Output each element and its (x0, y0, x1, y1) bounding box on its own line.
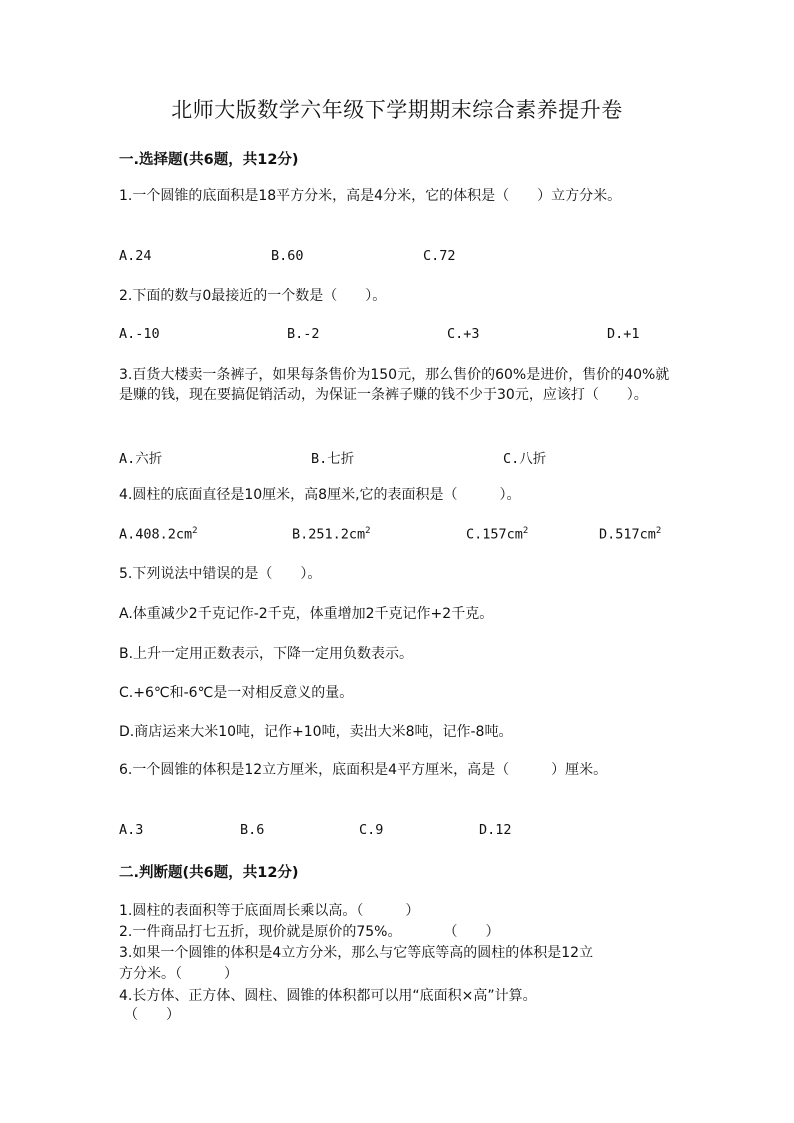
question-1: 1.一个圆锥的底面积是18平方分米，高是4分米，它的体积是（ ）立方分米。 (119, 188, 622, 204)
q5-statement-c: C.+6℃和-6℃是一对相反意义的量。 (119, 685, 354, 701)
question-2: 2.下面的数与0最接近的一个数是（ ）。 (119, 288, 387, 304)
judge-item-3-continued: 方分米。（ ） (119, 966, 238, 982)
q1-option-a: A.24 (119, 248, 152, 264)
q2-option-a: A.-10 (119, 326, 160, 342)
question-3: 3.百货大楼卖一条裤子，如果每条售价为150元，那么售价的60%是进价，售价的40%就是赚的钱，现在要搞促销活动，为保证一条裤子赚的钱不少于30元，应该打（ ）。 (119, 367, 670, 403)
q2-option-b: B.-2 (287, 326, 320, 342)
q1-option-c: C.72 (423, 248, 456, 264)
judge-item-4: 4.长方体、正方体、圆柱、圆锥的体积都可以用“底面积×高”计算。 (119, 988, 537, 1004)
q4-option-b: $B.251.2cm^2$ (292, 526, 371, 543)
q4-option-a: $A.408.2cm^2$ (119, 526, 198, 543)
judge-item-3: 3.如果一个圆锥的体积是4立方分米，那么与它等底等高的圆柱的体积是12立 (119, 945, 594, 961)
q5-statement-b: B.上升一定用正数表示，下降一定用负数表示。 (119, 646, 414, 662)
q3-option-c: C.八折 (503, 451, 547, 467)
page-title: 北师大版数学六年级下学期期末综合素养提升卷 (171, 98, 623, 122)
q5-statement-a: A.体重减少2千克记作-2千克，体重增加2千克记作+2千克。 (119, 606, 494, 622)
q6-option-b: B.6 (240, 822, 265, 838)
question-6: 6.一个圆锥的体积是12立方厘米，底面积是4平方厘米，高是（ ）厘米。 (119, 762, 608, 778)
q3-option-b: B.七折 (311, 451, 355, 467)
q5-statement-d: D.商店运来大米10吨，记作+10吨，卖出大米8吨，记作-8吨。 (119, 724, 513, 740)
question-5: 5.下列说法中错误的是（ ）。 (119, 566, 322, 582)
question-4: 4.圆柱的底面直径是10厘米，高8厘米,它的表面积是（ ）。 (119, 487, 521, 503)
q6-option-d: D.12 (479, 822, 512, 838)
q6-option-c: C.9 (359, 822, 384, 838)
q4-option-d: $D.517cm^2$ (599, 526, 662, 543)
judge-item-2: 2.一件商品打七五折，现价就是原价的75%。 （ ） (119, 924, 500, 940)
judge-item-4-continued: （ ） (124, 1007, 180, 1023)
q3-option-a: A.六折 (119, 451, 163, 467)
q6-option-a: A.3 (119, 822, 144, 838)
section-heading-choice: 一.选择题(共6题，共12分) (119, 152, 299, 168)
q4-option-c: $C.157cm^2$ (466, 526, 529, 543)
q1-option-b: B.60 (271, 248, 304, 264)
judge-item-1: 1.圆柱的表面积等于底面周长乘以高。（ ） (119, 903, 420, 919)
section-heading-judge: 二.判断题(共6题，共12分) (119, 865, 299, 881)
q2-option-d: D.+1 (607, 326, 640, 342)
q2-option-c: C.+3 (447, 326, 480, 342)
